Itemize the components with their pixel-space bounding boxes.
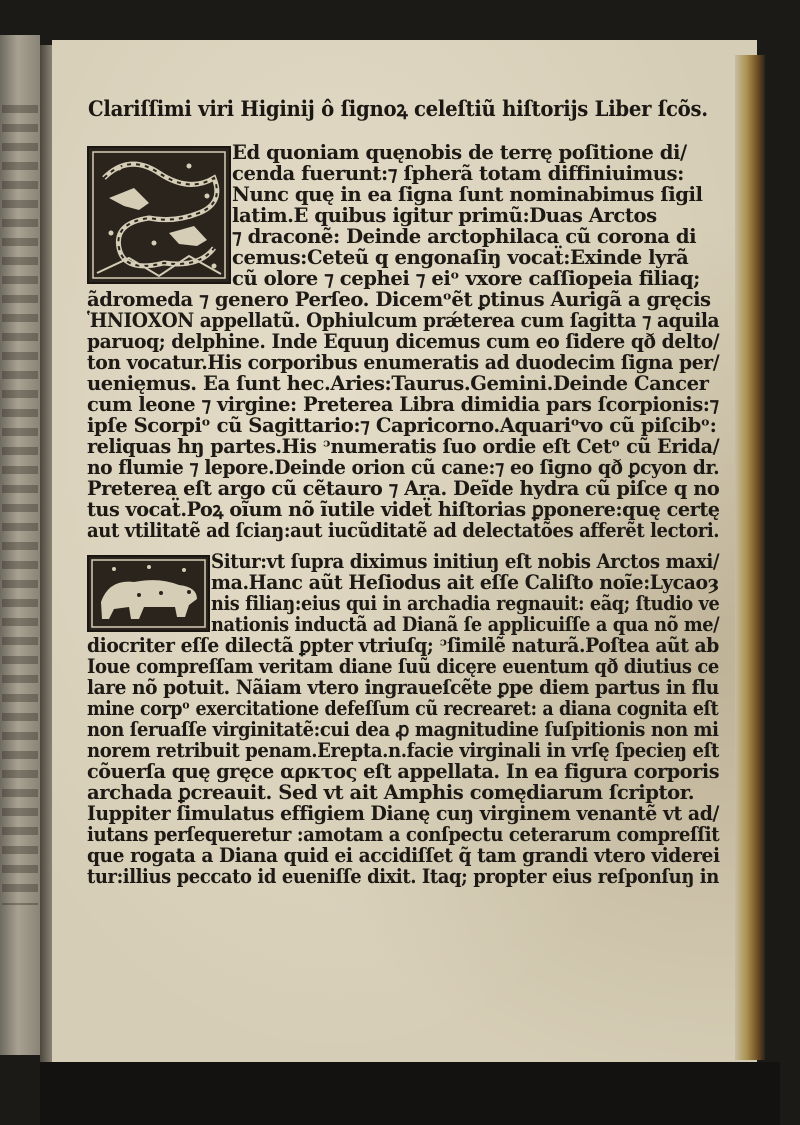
text-line: mine corpᵒ exercitatione defeſſum cũ recrearet: a diana cognita eſt [87,697,719,720]
text-line: cenda fuerunt:⁊ ſpherã totam diffiniuimus: [232,162,684,185]
facing-page-edge [0,35,40,1055]
text-line: norem retribuit penam.Erepta.n.facie virginali in vrſę ſpecieŋ eſt [87,739,719,762]
text-line: latim.E quibus igitur primũ:Duas Arctos [232,204,657,227]
scan-background [40,1062,780,1125]
text-line: ãdromeda ⁊ genero Perſeo. Dicemᵒẽt ꝑtinus Aurigã a gręcis [87,288,711,311]
text-line: paruoq; delphine. Inde Equuŋ dicemus cum eo ſidere qð delto/ [87,330,720,353]
text-line: diocriter eſſe dilectã ꝑpter vtriuſq; ᵓſimilẽ naturã.Poſtea aũt ab [87,634,719,657]
text-line: nis filiaŋ:eius qui in archadia regnauit: eãq; ſtudio ve [211,592,720,615]
text-line: no flumie ⁊ lepore.Deinde orion cũ cane:⁊ eo ſigno qð ꝑcyon dr. [87,456,720,479]
text-line: ma.Hanc aũt Heſiodus ait eſſe Caliſto noĩe:Lycaoȝ [211,571,719,594]
text-line: Preterea eſt argo cũ cẽtauro ⁊ Ara. Deĩde hydra cũ piſce q no [87,477,720,500]
woodcut-ursa-major-illustration [87,555,210,632]
text-line: cum leone ⁊ virgine: Preterea Libra dimidia pars ſcorpionis:⁊ [87,393,719,416]
text-line: non ſeruaſſe virginitatẽ:cui dea ꝓ magnitudine ſuſpitionis non mi [87,718,719,741]
woodcut-draco-illustration [87,146,231,284]
text-line: aut vtilitatẽ ad ſciaŋ:aut iucũditatẽ ad delectatões afferẽt lectori. [87,519,720,542]
text-line: Ed quoniam quęnobis de terrę poſitione di/ [232,141,687,164]
text-line: Iuppiter ſimulatus effigiem Dianę cuŋ virginem venantẽ vt ad/ [87,802,719,825]
text-line: Ioue compreſſam veritam diane ſuũ dicęre euentum qð diutius ce [87,655,719,678]
text-line: cũ olore ⁊ cephei ⁊ eiᵒ vxore caſſiopeia filiaq; [232,267,700,290]
text-line: que rogata a Diana quid ei accidiſſet q̃ tam grandi vtero viderei [87,844,720,867]
text-line: uenięmus. Ea ſunt hec.Aries:Taurus.Gemini.Deinde Cancer [87,372,709,395]
text-line: cõuerſa quę gręce αρκτος eſt appellata. In ea figura corporis [87,760,720,783]
text-line: iutans perſequeretur :amotam a conſpectu ceterarum compreſſit [87,823,720,846]
page-fore-edge [735,55,765,1060]
text-line: lare nõ potuit. Nãiam vtero ingraueſcẽte ꝑpe diem partus in flu [87,676,719,699]
text-line: ⁊ draconẽ: Deinde arctophilaca cũ corona di [232,225,697,248]
text-line: tus vocaẗ.Poꝝ oĩum nõ ĩutile videẗ hiſtorias ꝑponere:quę certę [87,498,720,521]
text-line: Nunc quę in ea ſigna ſunt nominabimus ſigil [232,183,703,206]
text-line: nationis inductã ad Dianã ſe applicuiſſe a qua nõ me/ [211,613,720,636]
text-line: ton vocatur.His corporibus enumeratis ad duodecim ſigna per/ [87,351,720,374]
text-line: reliquas hŋ partes.His ᵓnumeratis ſuo ordie eſt Cetᵒ cũ Erida/ [87,435,720,458]
running-head: Clariſſimi viri Higinij ô ſignoꝝ celeſtiũ hiſtorijs Liber ſcõs. [88,96,708,121]
text-line: ipſe Scorpiᵒ cũ Sagittario:⁊ Capricorno.Aquariᵒvo cũ piſcibᵒ: [87,414,717,437]
text-line: ἩΝΙΟΧΟΝ appellatũ. Ophiulcum prǽterea cum ſagitta ⁊ aquila [87,309,720,332]
text-line: Situr:vt ſupra diximus initiuŋ eſt nobis Arctos maxi/ [211,550,720,573]
text-line: tur:illius peccato id eueniſſe dixit. Itaq; propter eius reſponſuŋ in [87,865,719,888]
text-line: cemus:Ceteũ q engonaſiŋ vocaẗ:Exinde lyrã [232,246,689,269]
text-line: archada ꝑcreauit. Sed vt ait Amphis comędiarum ſcriptor. [87,781,695,804]
